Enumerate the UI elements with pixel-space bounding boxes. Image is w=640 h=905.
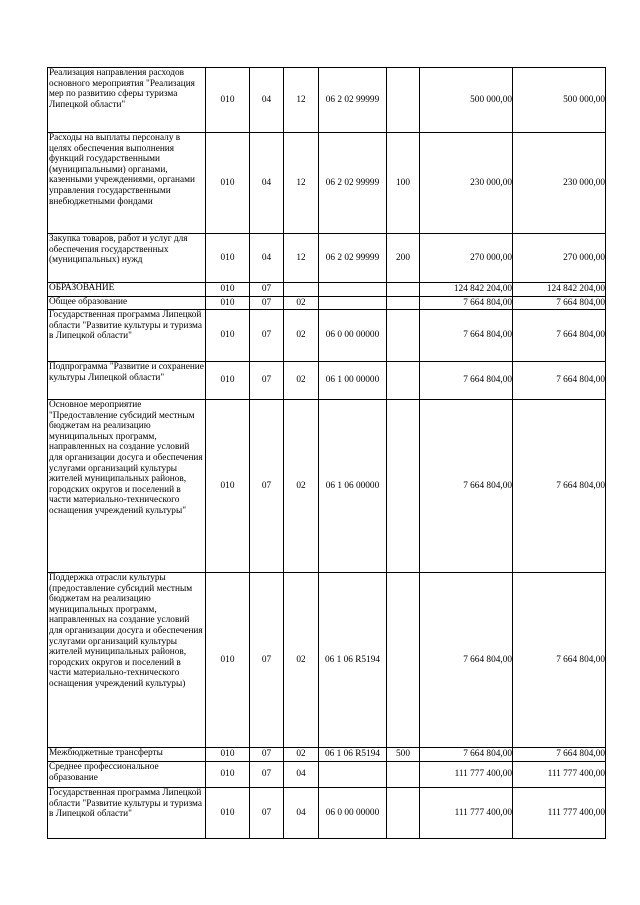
- row-sum-year1: 270 000,00: [420, 234, 513, 283]
- row-csr: 06 1 06 00000: [319, 400, 387, 573]
- row-csr: 06 1 06 R5194: [319, 573, 387, 748]
- row-name: Расходы на выплаты персоналу в целях обеспечения выполнения функций государственными (муниципальными) органами, казенными учреждениями, органами управления государственными внебюджетными фондами: [48, 133, 206, 234]
- row-sum-year2: 7 664 804,00: [513, 400, 606, 573]
- row-sum-year1: 7 664 804,00: [420, 362, 513, 400]
- row-grbs: 010: [206, 573, 250, 748]
- table-row: [48, 788, 606, 839]
- table-row: [48, 297, 606, 310]
- table-row: [48, 310, 606, 362]
- row-vr: [387, 573, 420, 748]
- row-grbs: 010: [206, 283, 250, 297]
- row-name: Закупка товаров, работ и услуг для обеспечения государственных (муниципальных) нужд: [48, 234, 206, 283]
- row-sum-year2: 111 777 400,00: [513, 788, 606, 839]
- row-csr: [319, 297, 387, 310]
- row-pr: 12: [284, 234, 319, 283]
- row-csr: 06 1 06 R5194: [319, 748, 387, 762]
- row-grbs: 010: [206, 400, 250, 573]
- row-vr: [387, 362, 420, 400]
- row-sum-year2: 111 777 400,00: [513, 762, 606, 788]
- row-rz: 07: [250, 362, 284, 400]
- row-sum-year1: 7 664 804,00: [420, 310, 513, 362]
- row-sum-year1: 7 664 804,00: [420, 748, 513, 762]
- row-csr: [319, 762, 387, 788]
- row-name: Основное мероприятие "Предоставление субсидий местным бюджетам на реализацию муниципальных программ, направленных на создание условий для организации досуга и обеспечения услугами организаций культуры жителей муниципальных районов, городских округов и поселений в части материально-технического оснащения учреждений культуры": [48, 400, 206, 573]
- row-vr: [387, 762, 420, 788]
- row-sum-year1: 111 777 400,00: [420, 788, 513, 839]
- row-sum-year1: 500 000,00: [420, 68, 513, 133]
- row-sum-year2: 230 000,00: [513, 133, 606, 234]
- table-row: [48, 283, 606, 297]
- row-pr: 04: [284, 762, 319, 788]
- row-rz: 07: [250, 297, 284, 310]
- row-pr: 02: [284, 400, 319, 573]
- row-sum-year1: 111 777 400,00: [420, 762, 513, 788]
- row-sum-year1: 7 664 804,00: [420, 400, 513, 573]
- row-sum-year1: 7 664 804,00: [420, 573, 513, 748]
- row-vr: [387, 310, 420, 362]
- row-grbs: 010: [206, 234, 250, 283]
- budget-table: [47, 67, 606, 839]
- row-sum-year2: 7 664 804,00: [513, 748, 606, 762]
- row-grbs: 010: [206, 68, 250, 133]
- row-vr: [387, 297, 420, 310]
- row-vr: [387, 400, 420, 573]
- row-pr: 12: [284, 68, 319, 133]
- row-grbs: 010: [206, 297, 250, 310]
- row-rz: 07: [250, 748, 284, 762]
- row-name: Подпрограмма "Развитие и сохранение культуры Липецкой области": [48, 362, 206, 400]
- row-csr: 06 2 02 99999: [319, 133, 387, 234]
- row-rz: 04: [250, 68, 284, 133]
- row-vr: [387, 68, 420, 133]
- row-csr: 06 2 02 99999: [319, 234, 387, 283]
- row-grbs: 010: [206, 310, 250, 362]
- row-csr: 06 2 02 99999: [319, 68, 387, 133]
- row-grbs: 010: [206, 362, 250, 400]
- row-vr: 500: [387, 748, 420, 762]
- row-sum-year2: 7 664 804,00: [513, 310, 606, 362]
- table-row: [48, 68, 606, 133]
- row-pr: 02: [284, 748, 319, 762]
- row-name: Межбюджетные трансферты: [48, 748, 206, 762]
- table-row: [48, 234, 606, 283]
- row-sum-year1: 230 000,00: [420, 133, 513, 234]
- row-name: Реализация направления расходов основного мероприятия "Реализация мер по развитию сферы туризма Липецкой области": [48, 68, 206, 133]
- table-row: [48, 133, 606, 234]
- row-csr: 06 1 00 00000: [319, 362, 387, 400]
- row-pr: 02: [284, 362, 319, 400]
- row-rz: 07: [250, 788, 284, 839]
- row-csr: 06 0 00 00000: [319, 310, 387, 362]
- table-row: [48, 400, 606, 573]
- row-sum-year2: 7 664 804,00: [513, 362, 606, 400]
- row-name: ОБРАЗОВАНИЕ: [48, 283, 206, 297]
- row-rz: 07: [250, 283, 284, 297]
- row-pr: 12: [284, 133, 319, 234]
- row-sum-year2: 270 000,00: [513, 234, 606, 283]
- table-row: [48, 762, 606, 788]
- row-vr: [387, 788, 420, 839]
- row-rz: 07: [250, 310, 284, 362]
- row-rz: 04: [250, 234, 284, 283]
- row-vr: 200: [387, 234, 420, 283]
- row-rz: 04: [250, 133, 284, 234]
- row-name: Государственная программа Липецкой области "Развитие культуры и туризма в Липецкой области": [48, 310, 206, 362]
- row-sum-year1: 124 842 204,00: [420, 283, 513, 297]
- row-sum-year2: 124 842 204,00: [513, 283, 606, 297]
- row-rz: 07: [250, 573, 284, 748]
- table-row: [48, 748, 606, 762]
- table-row: [48, 573, 606, 748]
- row-grbs: 010: [206, 788, 250, 839]
- row-pr: 02: [284, 310, 319, 362]
- row-name: Среднее профессиональное образование: [48, 762, 206, 788]
- row-name: Государственная программа Липецкой области "Развитие культуры и туризма в Липецкой области": [48, 788, 206, 839]
- row-name: Общее образование: [48, 297, 206, 310]
- table-row: [48, 362, 606, 400]
- row-grbs: 010: [206, 748, 250, 762]
- row-name: Поддержка отрасли культуры (предоставление субсидий местным бюджетам на реализацию муниципальных программ, направленных на создание условий для организации досуга и обеспечения услугами организаций культуры жителей муниципальных районов, городских округов и поселений в части материально-технического оснащения учреждений культуры): [48, 573, 206, 748]
- row-sum-year2: 500 000,00: [513, 68, 606, 133]
- row-pr: [284, 283, 319, 297]
- row-rz: 07: [250, 400, 284, 573]
- row-csr: [319, 283, 387, 297]
- row-sum-year2: 7 664 804,00: [513, 573, 606, 748]
- row-rz: 07: [250, 762, 284, 788]
- row-grbs: 010: [206, 762, 250, 788]
- row-pr: 02: [284, 297, 319, 310]
- row-vr: 100: [387, 133, 420, 234]
- row-csr: 06 0 00 00000: [319, 788, 387, 839]
- row-pr: 04: [284, 788, 319, 839]
- row-sum-year2: 7 664 804,00: [513, 297, 606, 310]
- row-sum-year1: 7 664 804,00: [420, 297, 513, 310]
- row-pr: 02: [284, 573, 319, 748]
- row-grbs: 010: [206, 133, 250, 234]
- table-body: [48, 68, 606, 839]
- row-vr: [387, 283, 420, 297]
